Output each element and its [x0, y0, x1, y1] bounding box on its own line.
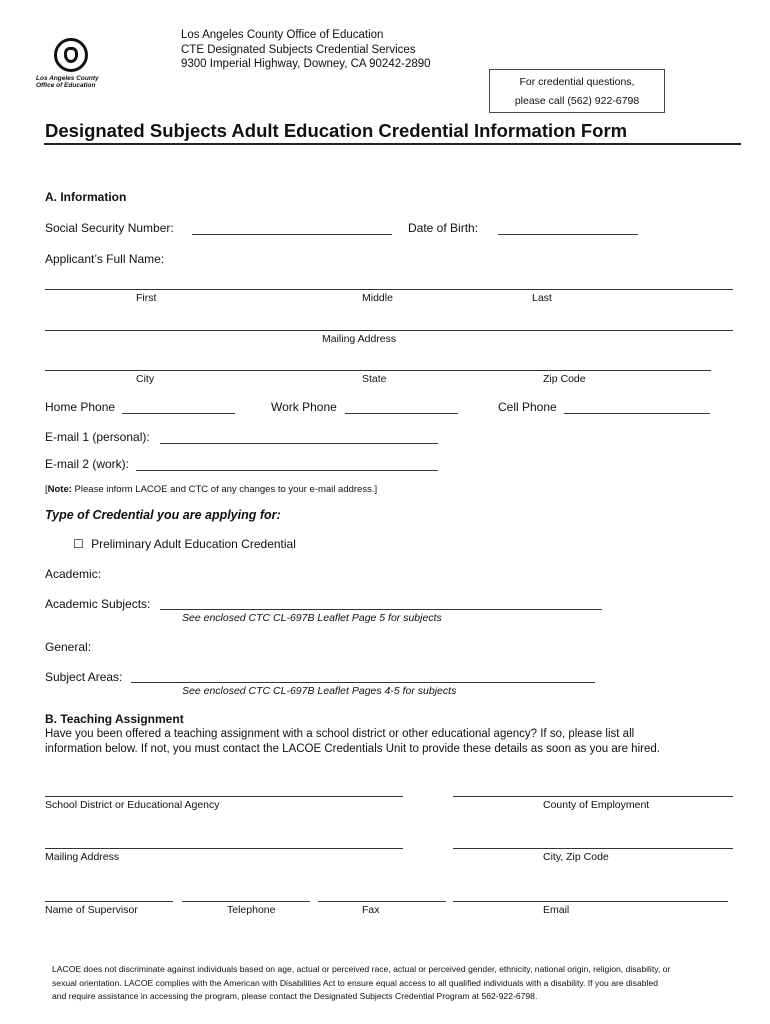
supervisor-field[interactable]	[45, 901, 173, 902]
contact-box: For credential questions, please call (562) 922-6798	[489, 69, 665, 113]
academic-hint: See enclosed CTC CL-697B Leaflet Page 5 for subjects	[182, 612, 442, 624]
section-b-heading: B. Teaching Assignment	[45, 712, 184, 726]
logo-emblem-icon	[54, 38, 88, 72]
email-field[interactable]	[453, 901, 728, 902]
last-label: Last	[532, 292, 552, 304]
ssn-label: Social Security Number:	[45, 221, 174, 235]
email-note: [Note: Please inform LACOE and CTC of any changes to your e-mail address.]	[45, 484, 378, 495]
subject-areas-label: Subject Areas:	[45, 670, 123, 684]
home-phone-label: Home Phone	[45, 400, 116, 414]
supervisor-label: Name of Supervisor	[45, 904, 138, 916]
general-label: General:	[45, 640, 92, 654]
email1-label: E-mail 1 (personal):	[45, 430, 150, 444]
mailing-address-field[interactable]	[45, 330, 733, 331]
section-b-paragraph: Have you been offered a teaching assignment with a school district or other educational agency? If so, please list all information below. If not, you must contact the LACOE Credentials Unit to provide these details as soon as you are hired.	[45, 728, 660, 755]
telephone-field[interactable]	[182, 901, 310, 902]
home-phone-field[interactable]	[122, 413, 235, 414]
work-phone-field[interactable]	[345, 413, 458, 414]
school-district-label: School District or Educational Agency	[45, 799, 220, 811]
org-address	[181, 28, 431, 72]
middle-label: Middle	[362, 292, 393, 304]
org-name: Los Angeles County Office of Education	[181, 29, 384, 41]
form-title: Designated Subjects Adult Education Credential Information Form	[45, 120, 628, 141]
academic-subjects-label: Academic Subjects:	[45, 597, 151, 611]
city-zip-label: City, Zip Code	[543, 851, 609, 863]
mailing-address-label: Mailing Address	[322, 333, 397, 345]
zip-label: Zip Code	[543, 373, 586, 385]
logo-text: Los Angeles County Office of Education	[36, 75, 99, 89]
dob-label: Date of Birth:	[408, 221, 479, 235]
checkbox-icon[interactable]: ☐	[73, 537, 84, 551]
email2-field[interactable]	[136, 470, 438, 471]
fullname-field[interactable]	[45, 289, 733, 290]
fax-field[interactable]	[318, 901, 446, 902]
dob-field[interactable]	[498, 234, 638, 235]
cell-phone-label: Cell Phone	[498, 400, 557, 414]
subject-areas-field[interactable]	[131, 682, 595, 683]
city-zip-field[interactable]	[453, 848, 733, 849]
title-rule	[44, 143, 741, 145]
fullname-label: Applicant’s Full Name:	[45, 252, 165, 266]
telephone-label: Telephone	[227, 904, 276, 916]
b-mailing-address-label: Mailing Address	[45, 851, 120, 863]
work-phone-label: Work Phone	[271, 400, 337, 414]
email1-field[interactable]	[160, 443, 438, 444]
school-district-field[interactable]	[45, 796, 403, 797]
first-label: First	[136, 292, 157, 304]
subject-hint: See enclosed CTC CL-697B Leaflet Pages 4-5 for subjects	[182, 685, 457, 697]
nondiscrimination-footer: LACOE does not discriminate against individuals based on age, actual or perceived race, actual or perceived gender, ethnicity, national origin, religion, disability, or sexual orientation. LACOE complies with the American with Disabilities Act to ensure equal access to all qualified individuals with a disability. If you are disabled and require assistance in accessing the program, please contact the Designated Subjects Credential Program at 562-922-6798.	[52, 964, 671, 1001]
academic-subjects-field[interactable]	[160, 609, 602, 610]
email-label: Email	[543, 904, 570, 916]
credential-type-heading: Type of Credential you are applying for:	[45, 508, 281, 522]
preliminary-option[interactable]	[73, 537, 296, 551]
city-state-zip-field[interactable]	[45, 370, 711, 371]
b-mailing-address-field[interactable]	[45, 848, 403, 849]
state-label: State	[362, 373, 387, 385]
academic-label: Academic:	[45, 567, 102, 581]
org-street: 9300 Imperial Highway, Downey, CA 90242-2890	[181, 58, 431, 70]
city-label: City	[136, 373, 155, 385]
county-field[interactable]	[453, 796, 733, 797]
org-department: CTE Designated Subjects Credential Services	[181, 43, 416, 56]
fax-label: Fax	[362, 904, 380, 916]
email2-label: E-mail 2 (work):	[45, 457, 130, 471]
county-label: County of Employment	[543, 799, 650, 811]
preliminary-option-label: Preliminary Adult Education Credential	[91, 537, 296, 551]
cell-phone-field[interactable]	[564, 413, 710, 414]
section-a-heading: A. Information	[45, 190, 127, 204]
ssn-field[interactable]	[192, 234, 392, 235]
